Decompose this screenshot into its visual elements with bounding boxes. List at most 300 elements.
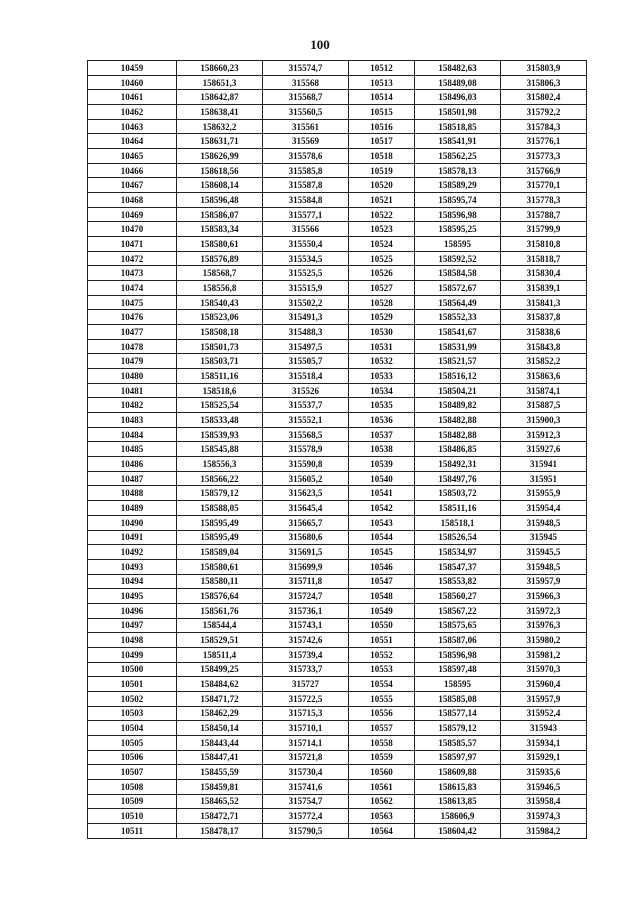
y-coordinate-cell: 315623,5 — [263, 486, 349, 501]
x-coordinate-cell: 158518,1 — [415, 515, 501, 530]
x-coordinate-cell: 158660,23 — [177, 61, 263, 76]
point-number-cell: 10511 — [88, 823, 177, 838]
x-coordinate-cell: 158529,51 — [177, 633, 263, 648]
point-number-cell: 10516 — [349, 119, 415, 134]
y-coordinate-cell: 315976,3 — [501, 618, 587, 633]
table-row — [88, 149, 587, 164]
point-number-cell: 10530 — [349, 325, 415, 340]
coordinates-table-body — [88, 61, 587, 839]
point-number-cell: 10490 — [88, 515, 177, 530]
point-number-cell: 10501 — [88, 677, 177, 692]
point-number-cell: 10475 — [88, 295, 177, 310]
x-coordinate-cell: 158592,52 — [415, 251, 501, 266]
x-coordinate-cell: 158531,99 — [415, 339, 501, 354]
y-coordinate-cell: 315578,6 — [263, 149, 349, 164]
x-coordinate-cell: 158443,44 — [177, 735, 263, 750]
x-coordinate-cell: 158568,7 — [177, 266, 263, 281]
x-coordinate-cell: 158588,05 — [177, 501, 263, 516]
y-coordinate-cell: 315943 — [501, 721, 587, 736]
point-number-cell: 10507 — [88, 765, 177, 780]
x-coordinate-cell: 158508,18 — [177, 325, 263, 340]
table-row — [88, 735, 587, 750]
point-number-cell: 10492 — [88, 545, 177, 560]
point-number-cell: 10529 — [349, 310, 415, 325]
point-number-cell: 10473 — [88, 266, 177, 281]
point-number-cell: 10512 — [349, 61, 415, 76]
page-number: 100 — [310, 37, 330, 52]
y-coordinate-cell: 315578,9 — [263, 442, 349, 457]
x-coordinate-cell: 158608,14 — [177, 178, 263, 193]
x-coordinate-cell: 158547,37 — [415, 559, 501, 574]
point-number-cell: 10468 — [88, 193, 177, 208]
y-coordinate-cell: 315935,6 — [501, 765, 587, 780]
point-number-cell: 10463 — [88, 119, 177, 134]
x-coordinate-cell: 158459,81 — [177, 779, 263, 794]
y-coordinate-cell: 315941 — [501, 457, 587, 472]
y-coordinate-cell: 315741,6 — [263, 779, 349, 794]
table-row — [88, 237, 587, 252]
y-coordinate-cell: 315505,7 — [263, 354, 349, 369]
point-number-cell: 10522 — [349, 207, 415, 222]
x-coordinate-cell: 158632,2 — [177, 119, 263, 134]
y-coordinate-cell: 315773,3 — [501, 149, 587, 164]
x-coordinate-cell: 158556,3 — [177, 457, 263, 472]
point-number-cell: 10466 — [88, 163, 177, 178]
point-number-cell: 10547 — [349, 574, 415, 589]
point-number-cell: 10502 — [88, 691, 177, 706]
table-row — [88, 662, 587, 677]
y-coordinate-cell: 315645,4 — [263, 501, 349, 516]
point-number-cell: 10487 — [88, 471, 177, 486]
y-coordinate-cell: 315715,3 — [263, 706, 349, 721]
x-coordinate-cell: 158651,3 — [177, 75, 263, 90]
x-coordinate-cell: 158580,11 — [177, 574, 263, 589]
table-row — [88, 134, 587, 149]
point-number-cell: 10500 — [88, 662, 177, 677]
point-number-cell: 10564 — [349, 823, 415, 838]
y-coordinate-cell: 315874,1 — [501, 383, 587, 398]
point-number-cell: 10494 — [88, 574, 177, 589]
x-coordinate-cell: 158576,64 — [177, 589, 263, 604]
y-coordinate-cell: 315730,4 — [263, 765, 349, 780]
x-coordinate-cell: 158595,49 — [177, 530, 263, 545]
point-number-cell: 10527 — [349, 281, 415, 296]
x-coordinate-cell: 158638,41 — [177, 105, 263, 120]
point-number-cell: 10504 — [88, 721, 177, 736]
table-row — [88, 442, 587, 457]
x-coordinate-cell: 158580,61 — [177, 559, 263, 574]
point-number-cell: 10469 — [88, 207, 177, 222]
point-number-cell: 10505 — [88, 735, 177, 750]
x-coordinate-cell: 158566,22 — [177, 471, 263, 486]
point-number-cell: 10528 — [349, 295, 415, 310]
point-number-cell: 10470 — [88, 222, 177, 237]
y-coordinate-cell: 315900,3 — [501, 413, 587, 428]
y-coordinate-cell: 315552,1 — [263, 413, 349, 428]
point-number-cell: 10551 — [349, 633, 415, 648]
x-coordinate-cell: 158516,12 — [415, 369, 501, 384]
point-number-cell: 10520 — [349, 178, 415, 193]
point-number-cell: 10495 — [88, 589, 177, 604]
y-coordinate-cell: 315806,3 — [501, 75, 587, 90]
x-coordinate-cell: 158482,88 — [415, 427, 501, 442]
point-number-cell: 10556 — [349, 706, 415, 721]
point-number-cell: 10513 — [349, 75, 415, 90]
x-coordinate-cell: 158541,91 — [415, 134, 501, 149]
x-coordinate-cell: 158595,25 — [415, 222, 501, 237]
x-coordinate-cell: 158533,48 — [177, 413, 263, 428]
y-coordinate-cell: 315574,7 — [263, 61, 349, 76]
point-number-cell: 10496 — [88, 603, 177, 618]
x-coordinate-cell: 158518,6 — [177, 383, 263, 398]
x-coordinate-cell: 158596,48 — [177, 193, 263, 208]
y-coordinate-cell: 315569 — [263, 134, 349, 149]
x-coordinate-cell: 158580,61 — [177, 237, 263, 252]
x-coordinate-cell: 158523,06 — [177, 310, 263, 325]
x-coordinate-cell: 158511,4 — [177, 647, 263, 662]
point-number-cell: 10536 — [349, 413, 415, 428]
y-coordinate-cell: 315929,1 — [501, 750, 587, 765]
table-row — [88, 559, 587, 574]
table-row — [88, 222, 587, 237]
y-coordinate-cell: 315946,5 — [501, 779, 587, 794]
table-row — [88, 163, 587, 178]
table-row — [88, 369, 587, 384]
y-coordinate-cell: 315945 — [501, 530, 587, 545]
y-coordinate-cell: 315488,3 — [263, 325, 349, 340]
table-row — [88, 193, 587, 208]
x-coordinate-cell: 158578,13 — [415, 163, 501, 178]
y-coordinate-cell: 315724,7 — [263, 589, 349, 604]
y-coordinate-cell: 315665,7 — [263, 515, 349, 530]
point-number-cell: 10539 — [349, 457, 415, 472]
point-number-cell: 10562 — [349, 794, 415, 809]
point-number-cell: 10543 — [349, 515, 415, 530]
y-coordinate-cell: 315766,9 — [501, 163, 587, 178]
y-coordinate-cell: 315830,4 — [501, 266, 587, 281]
table-row — [88, 281, 587, 296]
x-coordinate-cell: 158585,08 — [415, 691, 501, 706]
table-row — [88, 574, 587, 589]
y-coordinate-cell: 315838,6 — [501, 325, 587, 340]
x-coordinate-cell: 158540,43 — [177, 295, 263, 310]
x-coordinate-cell: 158484,62 — [177, 677, 263, 692]
point-number-cell: 10540 — [349, 471, 415, 486]
x-coordinate-cell: 158642,87 — [177, 90, 263, 105]
table-row — [88, 603, 587, 618]
y-coordinate-cell: 315699,9 — [263, 559, 349, 574]
x-coordinate-cell: 158589,29 — [415, 178, 501, 193]
table-row — [88, 457, 587, 472]
point-number-cell: 10549 — [349, 603, 415, 618]
point-number-cell: 10521 — [349, 193, 415, 208]
x-coordinate-cell: 158511,16 — [177, 369, 263, 384]
point-number-cell: 10534 — [349, 383, 415, 398]
table-row — [88, 706, 587, 721]
table-row — [88, 105, 587, 120]
y-coordinate-cell: 315970,3 — [501, 662, 587, 677]
y-coordinate-cell: 315727 — [263, 677, 349, 692]
table-row — [88, 75, 587, 90]
table-row — [88, 413, 587, 428]
table-row — [88, 750, 587, 765]
table-row — [88, 633, 587, 648]
point-number-cell: 10477 — [88, 325, 177, 340]
point-number-cell: 10488 — [88, 486, 177, 501]
point-number-cell: 10476 — [88, 310, 177, 325]
x-coordinate-cell: 158472,71 — [177, 809, 263, 824]
y-coordinate-cell: 315502,2 — [263, 295, 349, 310]
table-row — [88, 471, 587, 486]
x-coordinate-cell: 158541,67 — [415, 325, 501, 340]
x-coordinate-cell: 158595,74 — [415, 193, 501, 208]
y-coordinate-cell: 315948,5 — [501, 559, 587, 574]
y-coordinate-cell: 315945,5 — [501, 545, 587, 560]
y-coordinate-cell: 315954,4 — [501, 501, 587, 516]
point-number-cell: 10559 — [349, 750, 415, 765]
x-coordinate-cell: 158478,17 — [177, 823, 263, 838]
y-coordinate-cell: 315710,1 — [263, 721, 349, 736]
y-coordinate-cell: 315590,8 — [263, 457, 349, 472]
x-coordinate-cell: 158613,85 — [415, 794, 501, 809]
point-number-cell: 10526 — [349, 266, 415, 281]
x-coordinate-cell: 158447,41 — [177, 750, 263, 765]
x-coordinate-cell: 158482,63 — [415, 61, 501, 76]
y-coordinate-cell: 315587,8 — [263, 178, 349, 193]
x-coordinate-cell: 158583,34 — [177, 222, 263, 237]
x-coordinate-cell: 158584,58 — [415, 266, 501, 281]
point-number-cell: 10560 — [349, 765, 415, 780]
x-coordinate-cell: 158595 — [415, 237, 501, 252]
y-coordinate-cell: 315605,2 — [263, 471, 349, 486]
y-coordinate-cell: 315839,1 — [501, 281, 587, 296]
x-coordinate-cell: 158539,93 — [177, 427, 263, 442]
table-row — [88, 515, 587, 530]
x-coordinate-cell: 158489,08 — [415, 75, 501, 90]
table-row — [88, 310, 587, 325]
y-coordinate-cell: 315568 — [263, 75, 349, 90]
y-coordinate-cell: 315742,6 — [263, 633, 349, 648]
point-number-cell: 10545 — [349, 545, 415, 560]
y-coordinate-cell: 315955,9 — [501, 486, 587, 501]
point-number-cell: 10544 — [349, 530, 415, 545]
y-coordinate-cell: 315743,1 — [263, 618, 349, 633]
point-number-cell: 10563 — [349, 809, 415, 824]
x-coordinate-cell: 158545,88 — [177, 442, 263, 457]
y-coordinate-cell: 315887,5 — [501, 398, 587, 413]
point-number-cell: 10481 — [88, 383, 177, 398]
point-number-cell: 10491 — [88, 530, 177, 545]
table-row — [88, 677, 587, 692]
point-number-cell: 10525 — [349, 251, 415, 266]
y-coordinate-cell: 315518,4 — [263, 369, 349, 384]
point-number-cell: 10554 — [349, 677, 415, 692]
y-coordinate-cell: 315863,6 — [501, 369, 587, 384]
x-coordinate-cell: 158596,98 — [415, 207, 501, 222]
point-number-cell: 10515 — [349, 105, 415, 120]
point-number-cell: 10459 — [88, 61, 177, 76]
table-row — [88, 61, 587, 76]
y-coordinate-cell: 315733,7 — [263, 662, 349, 677]
y-coordinate-cell: 315951 — [501, 471, 587, 486]
x-coordinate-cell: 158497,76 — [415, 471, 501, 486]
x-coordinate-cell: 158496,03 — [415, 90, 501, 105]
x-coordinate-cell: 158606,9 — [415, 809, 501, 824]
y-coordinate-cell: 315984,2 — [501, 823, 587, 838]
x-coordinate-cell: 158597,48 — [415, 662, 501, 677]
x-coordinate-cell: 158577,14 — [415, 706, 501, 721]
x-coordinate-cell: 158499,25 — [177, 662, 263, 677]
point-number-cell: 10471 — [88, 237, 177, 252]
x-coordinate-cell: 158553,82 — [415, 574, 501, 589]
x-coordinate-cell: 158561,76 — [177, 603, 263, 618]
y-coordinate-cell: 315957,9 — [501, 691, 587, 706]
x-coordinate-cell: 158521,57 — [415, 354, 501, 369]
table-row — [88, 486, 587, 501]
y-coordinate-cell: 315525,5 — [263, 266, 349, 281]
y-coordinate-cell: 315799,9 — [501, 222, 587, 237]
x-coordinate-cell: 158489,82 — [415, 398, 501, 413]
x-coordinate-cell: 158511,16 — [415, 501, 501, 516]
point-number-cell: 10523 — [349, 222, 415, 237]
x-coordinate-cell: 158501,73 — [177, 339, 263, 354]
y-coordinate-cell: 315776,1 — [501, 134, 587, 149]
point-number-cell: 10460 — [88, 75, 177, 90]
point-number-cell: 10514 — [349, 90, 415, 105]
y-coordinate-cell: 315818,7 — [501, 251, 587, 266]
y-coordinate-cell: 315981,2 — [501, 647, 587, 662]
table-row — [88, 339, 587, 354]
table-row — [88, 501, 587, 516]
point-number-cell: 10483 — [88, 413, 177, 428]
point-number-cell: 10486 — [88, 457, 177, 472]
y-coordinate-cell: 315515,9 — [263, 281, 349, 296]
x-coordinate-cell: 158465,52 — [177, 794, 263, 809]
x-coordinate-cell: 158576,89 — [177, 251, 263, 266]
point-number-cell: 10509 — [88, 794, 177, 809]
table-row — [88, 589, 587, 604]
y-coordinate-cell: 315803,9 — [501, 61, 587, 76]
table-row — [88, 794, 587, 809]
y-coordinate-cell: 315974,3 — [501, 809, 587, 824]
x-coordinate-cell: 158587,06 — [415, 633, 501, 648]
point-number-cell: 10489 — [88, 501, 177, 516]
coordinates-table — [87, 60, 587, 839]
x-coordinate-cell: 158450,14 — [177, 721, 263, 736]
table-row — [88, 295, 587, 310]
point-number-cell: 10493 — [88, 559, 177, 574]
point-number-cell: 10535 — [349, 398, 415, 413]
point-number-cell: 10484 — [88, 427, 177, 442]
y-coordinate-cell: 315711,8 — [263, 574, 349, 589]
x-coordinate-cell: 158492,31 — [415, 457, 501, 472]
y-coordinate-cell: 315739,4 — [263, 647, 349, 662]
y-coordinate-cell: 315491,3 — [263, 310, 349, 325]
table-row — [88, 119, 587, 134]
x-coordinate-cell: 158579,12 — [177, 486, 263, 501]
x-coordinate-cell: 158560,27 — [415, 589, 501, 604]
y-coordinate-cell: 315736,1 — [263, 603, 349, 618]
point-number-cell: 10465 — [88, 149, 177, 164]
y-coordinate-cell: 315722,5 — [263, 691, 349, 706]
y-coordinate-cell: 315927,6 — [501, 442, 587, 457]
y-coordinate-cell: 315960,4 — [501, 677, 587, 692]
table-row — [88, 207, 587, 222]
x-coordinate-cell: 158562,25 — [415, 149, 501, 164]
x-coordinate-cell: 158534,97 — [415, 545, 501, 560]
point-number-cell: 10508 — [88, 779, 177, 794]
y-coordinate-cell: 315837,8 — [501, 310, 587, 325]
x-coordinate-cell: 158482,88 — [415, 413, 501, 428]
table-row — [88, 691, 587, 706]
x-coordinate-cell: 158589,04 — [177, 545, 263, 560]
x-coordinate-cell: 158575,65 — [415, 618, 501, 633]
y-coordinate-cell: 315788,7 — [501, 207, 587, 222]
y-coordinate-cell: 315770,1 — [501, 178, 587, 193]
y-coordinate-cell: 315784,3 — [501, 119, 587, 134]
table-row — [88, 427, 587, 442]
x-coordinate-cell: 158595,49 — [177, 515, 263, 530]
x-coordinate-cell: 158615,83 — [415, 779, 501, 794]
y-coordinate-cell: 315568,5 — [263, 427, 349, 442]
x-coordinate-cell: 158586,07 — [177, 207, 263, 222]
y-coordinate-cell: 315577,1 — [263, 207, 349, 222]
x-coordinate-cell: 158604,42 — [415, 823, 501, 838]
point-number-cell: 10541 — [349, 486, 415, 501]
y-coordinate-cell: 315852,2 — [501, 354, 587, 369]
y-coordinate-cell: 315754,7 — [263, 794, 349, 809]
point-number-cell: 10550 — [349, 618, 415, 633]
y-coordinate-cell: 315966,3 — [501, 589, 587, 604]
x-coordinate-cell: 158596,98 — [415, 647, 501, 662]
table-row — [88, 823, 587, 838]
x-coordinate-cell: 158618,56 — [177, 163, 263, 178]
y-coordinate-cell: 315843,8 — [501, 339, 587, 354]
y-coordinate-cell: 315912,3 — [501, 427, 587, 442]
point-number-cell: 10499 — [88, 647, 177, 662]
x-coordinate-cell: 158503,71 — [177, 354, 263, 369]
point-number-cell: 10524 — [349, 237, 415, 252]
x-coordinate-cell: 158455,59 — [177, 765, 263, 780]
x-coordinate-cell: 158585,57 — [415, 735, 501, 750]
table-row — [88, 530, 587, 545]
y-coordinate-cell: 315778,3 — [501, 193, 587, 208]
point-number-cell: 10546 — [349, 559, 415, 574]
point-number-cell: 10555 — [349, 691, 415, 706]
y-coordinate-cell: 315526 — [263, 383, 349, 398]
point-number-cell: 10480 — [88, 369, 177, 384]
y-coordinate-cell: 315680,6 — [263, 530, 349, 545]
x-coordinate-cell: 158556,8 — [177, 281, 263, 296]
x-coordinate-cell: 158595 — [415, 677, 501, 692]
point-number-cell: 10503 — [88, 706, 177, 721]
point-number-cell: 10482 — [88, 398, 177, 413]
x-coordinate-cell: 158544,4 — [177, 618, 263, 633]
point-number-cell: 10506 — [88, 750, 177, 765]
y-coordinate-cell: 315957,9 — [501, 574, 587, 589]
x-coordinate-cell: 158503,72 — [415, 486, 501, 501]
point-number-cell: 10532 — [349, 354, 415, 369]
point-number-cell: 10552 — [349, 647, 415, 662]
y-coordinate-cell: 315802,4 — [501, 90, 587, 105]
table-row — [88, 398, 587, 413]
y-coordinate-cell: 315585,8 — [263, 163, 349, 178]
point-number-cell: 10461 — [88, 90, 177, 105]
y-coordinate-cell: 315934,1 — [501, 735, 587, 750]
x-coordinate-cell: 158526,54 — [415, 530, 501, 545]
point-number-cell: 10531 — [349, 339, 415, 354]
point-number-cell: 10462 — [88, 105, 177, 120]
